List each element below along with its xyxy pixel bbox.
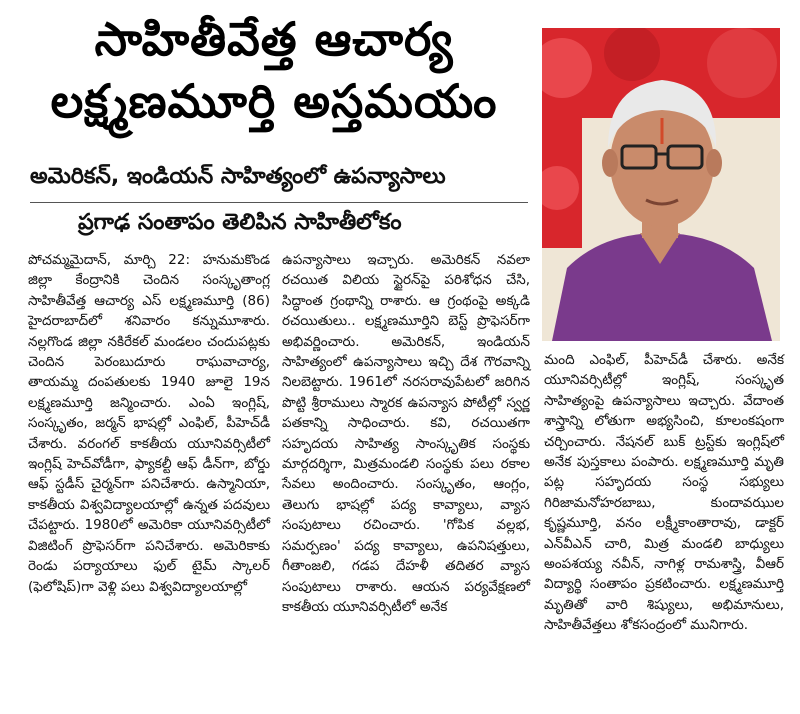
portrait-photo-icon	[542, 28, 780, 341]
subheadline-primary: అమెరికన్, ఇండియన్ సాహిత్యంలో ఉపన్యాసాలు	[30, 164, 446, 189]
portrait-photo	[542, 28, 780, 341]
article-text: మంది ఎంఫిల్, పీహెచ్‌డీ చేశారు. అనేక యూనివర్సిటీల్లో ఇంగ్లిష్, సంస్కృత సాహిత్యంపై ఉపన్యాసాలు ఇచ్చారు. వేదాంత శాస్త్రాన్ని లోతుగా అభ్యసించి, కూలంకషంగా చర్చించారు. నేషనల్ బుక్ ట్రస్ట్‌కు ఇంగ్లిష్‌లో అనేక పుస్తకాలు పంపారు. లక్ష్మణమూర్తి మృతి పట్ల సహృదయ సంస్థ సభ్యులు గిరిజామనోహరబాబు, కుందావఝుల కృష్ణమూర్తి, వనం లక్ష్మీకాంతారావు, డాక్టర్ ఎన్‌వీఎన్ చారి, మిత్ర మండలి బాధ్యులు అంపశయ్య నవీన్, నాగిళ్ల రామశాస్త్రి, వీఆర్ విద్యార్థి సంతాపం ప్రకటించారు. లక్ష్మణమూర్తి మృతితో వారి శిష్యులు, అభిమానులు, సాహితీవేత్తలు శోకసంద్రంలో మునిగారు.	[544, 352, 784, 634]
headline-line-1: సాహితీవేత్త ఆచార్య	[94, 12, 454, 66]
article-column-3	[544, 350, 784, 636]
article-column-2	[282, 250, 530, 617]
headline	[14, 8, 534, 132]
divider-rule	[30, 202, 528, 203]
headline-line-2: లక్ష్మణమూర్తి అస్తమయం	[50, 74, 498, 128]
subheadline-secondary: ప్రగాఢ సంతాపం తెలిపిన సాహితీలోకం	[78, 210, 402, 235]
article-column-1	[28, 250, 270, 597]
article-text: ఉపన్యాసాలు ఇచ్చారు. అమెరికన్ నవలా రచయిత విలియ స్టైరన్‌పై పరిశోధన చేసి, సిద్ధాంత గ్రంథాన్ని రాశారు. ఆ గ్రంథంపై అక్కడి రచయితులు.. లక్ష్మణమూర్తిని బెస్ట్ ప్రొఫెసర్‌గా అభివర్ణించారు. అమెరికన్, ఇండియన్ సాహిత్యంలో ఉపన్యాసాలు ఇచ్చి దేశ గౌరవాన్ని నిలబెట్టారు. 1961లో నరసరావుపేటలో జరిగిన పొట్టి శ్రీరాములు స్మారక ఉపన్యాస పోటీల్లో స్వర్ణ పతకాన్ని సాధించారు. కవి, రచయితగా సహృదయ సాహిత్య సాంస్కృతిక సంస్థకు మార్గదర్శిగా, మిత్రమండలి సంస్థకు పలు రకాల సేవలు అందించారు. సంస్కృతం, ఆంగ్లం, తెలుగు భాషల్లో పద్య కావ్యాలు, వ్యాస సంపుటాలు రచించారు. 'గోపిక వల్లభ, సమర్పణం' పద్య కావ్యాలు, ఉపనిషత్తులు, గీతాంజలి, గడప దేహళీ తదితర వ్యాస సంపుటాలు రాశారు. ఆయన పర్యవేక్షణలో కాకతీయ యూనివర్సిటీలో అనేక	[282, 252, 530, 615]
article-text: పోచమ్మమైదాన్, మార్చి 22: హనుమకొండ జిల్లా కేంద్రానికి చెందిన సంస్కృతాంగ్ల సాహితీవేత్త ఆచార్య ఎస్ లక్ష్మణమూర్తి (86) హైదరాబాద్‌లో శనివారం కన్నుమూశారు. నల్లగొండ జిల్లా నకిరేకల్ మండలం చందుపట్లకు చెందిన పెరంబుదూరు రాఘవాచార్య, తాయమ్మ దంపతులకు 1940 జూలై 19న లక్ష్మణమూర్తి జన్మించారు. ఎంఏ ఇంగ్లిష్, సంస్కృతం, జర్మన్ భాషల్లో ఎంఫిల్, పీహెచ్‌డీ చేశారు. వరంగల్ కాకతీయ యూనివర్సిటీలో ఇంగ్లిష్ హెచ్‌వోడీగా, ఫ్యాకల్టీ ఆఫ్ డీన్‌గా, బోర్డు ఆఫ్ స్టడీస్ చైర్మన్‌గా పనిచేశారు. ఉస్మానియా, కాకతీయ విశ్వవిద్యాలయాల్లో ఉన్నత పదవులు చేపట్టారు. 1980లో అమెరికా యూనివర్సిటీలో విజిటింగ్ ప్రొఫెసర్‌గా పనిచేశారు. అమెరికాకు రెండు పర్యాయాలు ఫుల్ టైమ్ స్కాలర్ (ఫెలోషిప్)గా వెళ్లి పలు విశ్వవిద్యాలయాల్లో	[28, 252, 270, 595]
